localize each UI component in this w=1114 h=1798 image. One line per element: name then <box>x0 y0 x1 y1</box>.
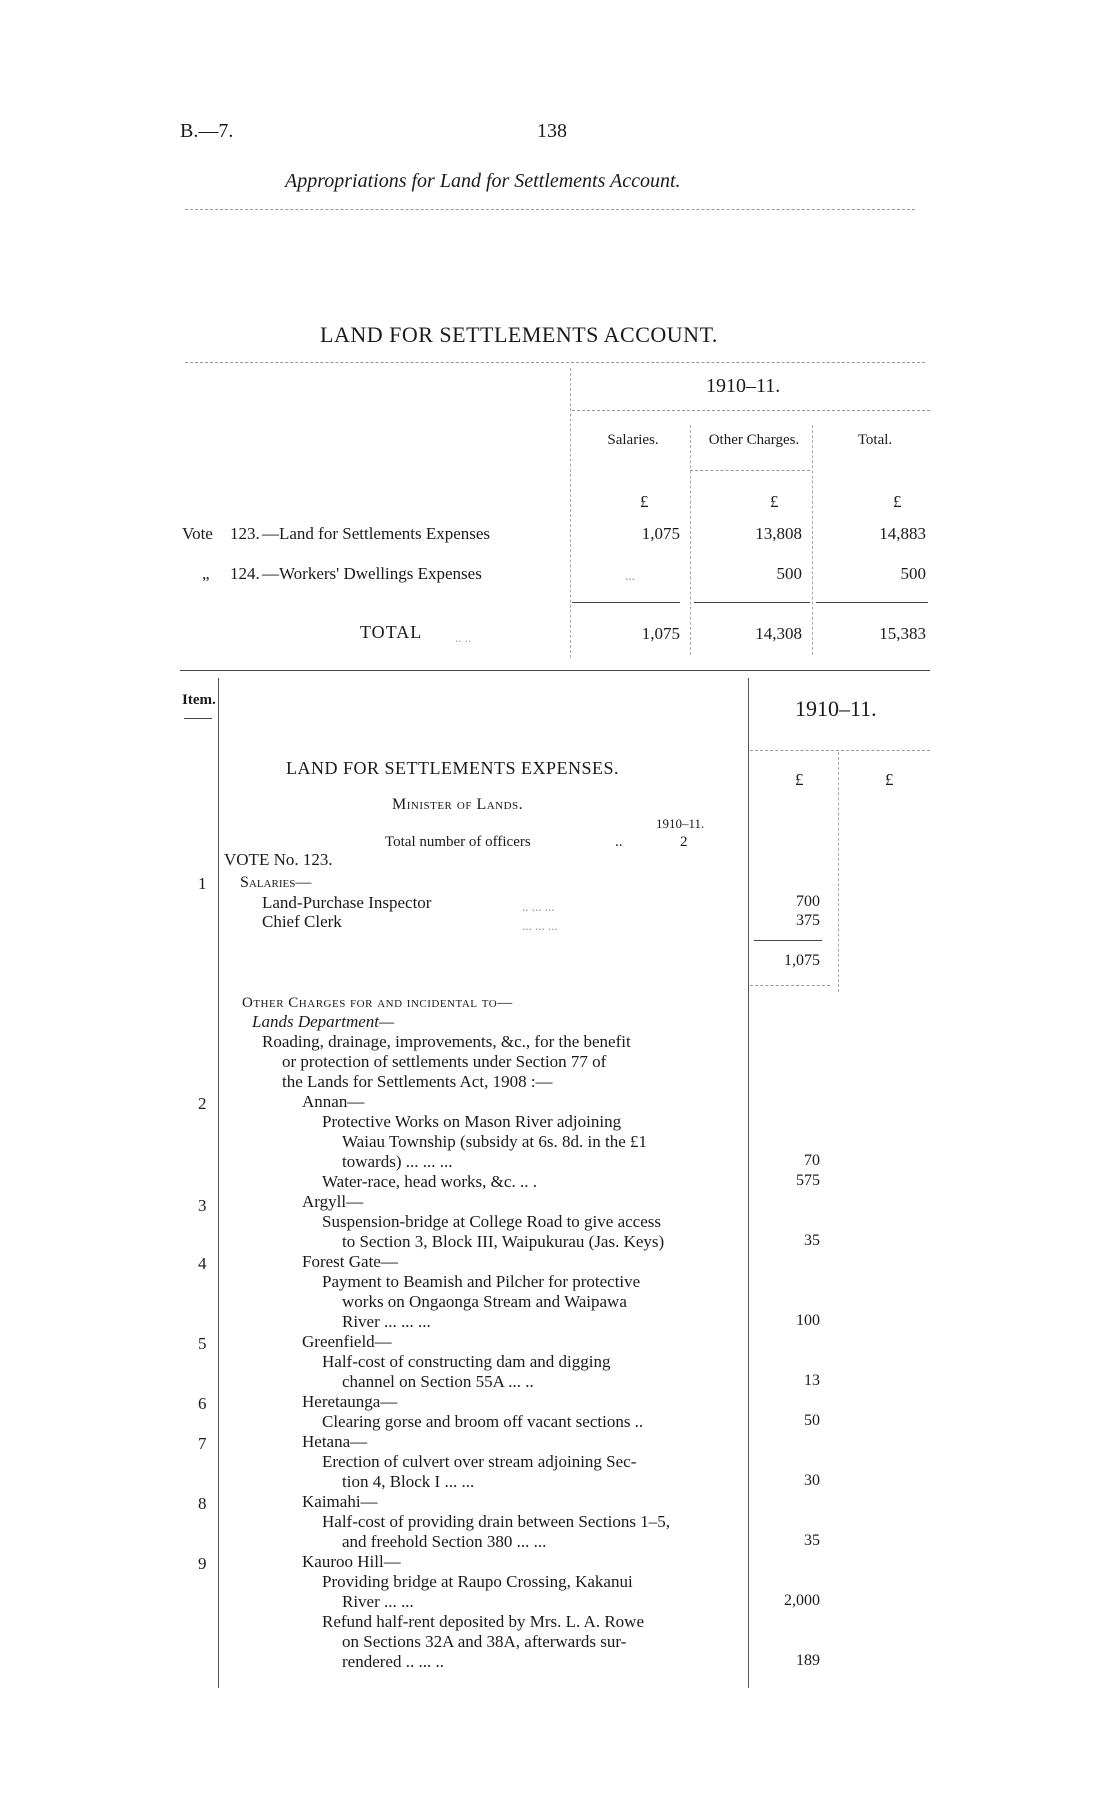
lands-department-heading: Lands Department— <box>252 1012 395 1031</box>
salaries-subtotal: 1,075 <box>784 952 820 969</box>
summary-divider <box>570 368 571 658</box>
entry-amount: 575 <box>796 1172 820 1189</box>
page-number: 138 <box>537 120 567 142</box>
place-name: Forest Gate— <box>302 1252 398 1271</box>
entry-line: Waiau Township (subsidy at 6s. 8d. in the £1 <box>342 1132 647 1151</box>
entry-line: Providing bridge at Raupo Crossing, Kakanui <box>322 1572 633 1591</box>
entry-line: channel on Section 55A ... .. <box>342 1372 534 1391</box>
entry-line: Half-cost of constructing dam and digging <box>322 1352 611 1371</box>
entry-amount: 50 <box>804 1412 820 1429</box>
entry-line: rendered .. ... .. <box>342 1652 444 1671</box>
item-number: 8 <box>198 1494 207 1513</box>
entry-line: River ... ... ... <box>342 1312 431 1331</box>
subtotal-rule <box>572 602 680 603</box>
item-column-divider <box>218 678 219 1688</box>
entry-line: and freehold Section 380 ... ... <box>342 1532 547 1551</box>
vote-heading: VOTE No. 123. <box>224 850 333 869</box>
place-name: Kaimahi— <box>302 1492 378 1511</box>
total-total: 15,383 <box>879 624 926 643</box>
header-rule <box>185 209 915 210</box>
row-other: 500 <box>776 564 802 583</box>
item-number: 1 <box>198 874 207 893</box>
officers-count: 2 <box>680 834 688 850</box>
item-number: 9 <box>198 1554 207 1573</box>
place-name: Greenfield— <box>302 1332 392 1351</box>
row-vote-number: 123. <box>230 524 260 543</box>
total-dots: .. .. <box>455 630 472 645</box>
col-other-header: Other Charges. <box>708 432 800 448</box>
salary-amount: 375 <box>796 912 820 929</box>
entry-line: Protective Works on Mason River adjoining <box>322 1112 622 1131</box>
other-charges-heading: Other Charges for and incidental to— <box>242 995 513 1011</box>
row-prefix: Vote <box>182 524 213 543</box>
minister-heading: Minister of Lands. <box>392 796 524 813</box>
entry-amount: 35 <box>804 1532 820 1549</box>
entry-line: Clearing gorse and broom off vacant sections .. <box>322 1412 644 1431</box>
salaries-heading: Salaries— <box>240 874 312 891</box>
currency-salaries: £ <box>640 492 649 511</box>
entry-line: Refund half-rent deposited by Mrs. L. A. Rowe <box>322 1612 644 1631</box>
entry-line: on Sections 32A and 38A, afterwards sur- <box>342 1632 627 1651</box>
section-title: LAND FOR SETTLEMENTS EXPENSES. <box>286 758 620 778</box>
row-prefix: „ <box>202 564 210 583</box>
entry-line: Suspension-bridge at College Road to give access <box>322 1212 661 1231</box>
entry-line: River ... ... <box>342 1592 414 1611</box>
col-total-header: Total. <box>857 432 893 448</box>
item-number: 2 <box>198 1094 207 1113</box>
detail-year: 1910–11. <box>795 696 877 721</box>
col-salaries-header: Salaries. <box>607 432 659 448</box>
place-name: Heretaunga— <box>302 1392 398 1411</box>
summary-year: 1910–11. <box>706 375 781 397</box>
intro-line: or protection of settlements under Section 77 of <box>282 1052 607 1071</box>
entry-line: to Section 3, Block III, Waipukurau (Jas. Keys) <box>342 1232 665 1251</box>
entry-line: towards) ... ... ... <box>342 1152 453 1171</box>
row-description: —Land for Settlements Expenses <box>262 524 491 543</box>
detail-currency-1: £ <box>795 770 804 789</box>
place-name: Hetana— <box>302 1432 368 1451</box>
total-salaries: 1,075 <box>641 624 680 643</box>
item-number: 7 <box>198 1434 207 1453</box>
salary-dots: .. ... ... <box>522 899 555 914</box>
entry-line: tion 4, Block I ... ... <box>342 1472 475 1491</box>
officers-label: Total number of officers <box>385 834 531 850</box>
officers-dots: .. <box>615 834 623 850</box>
salaries-subtotal-bottom-rule <box>750 985 830 986</box>
row-total: 14,883 <box>879 524 926 543</box>
summary-title: LAND FOR SETTLEMENTS ACCOUNT. <box>320 322 718 347</box>
total-label: TOTAL <box>360 622 423 642</box>
salaries-subtotal-rule <box>754 940 822 941</box>
place-name: Kauroo Hill— <box>302 1552 401 1571</box>
detail-year-rule <box>750 750 930 751</box>
col-header-rule <box>690 470 810 471</box>
item-number: 6 <box>198 1394 207 1413</box>
entry-line: Erection of culvert over stream adjoining Sec- <box>322 1452 637 1471</box>
summary-bottom-rule <box>180 670 930 671</box>
entry-line: works on Ongaonga Stream and Waipawa <box>342 1292 627 1311</box>
entry-line: Water-race, head works, &c. .. . <box>322 1172 537 1191</box>
entry-amount: 2,000 <box>784 1592 820 1609</box>
amount-subdivider <box>838 752 839 992</box>
summary-year-rule <box>572 410 930 411</box>
row-vote-number: 124. <box>230 564 260 583</box>
salary-amount: 700 <box>796 893 820 910</box>
col-divider-2 <box>812 425 813 655</box>
entry-amount: 13 <box>804 1372 820 1389</box>
entry-line: Half-cost of providing drain between Sections 1–5, <box>322 1512 670 1531</box>
row-total: 500 <box>900 564 926 583</box>
salary-label: Land-Purchase Inspector <box>262 893 432 912</box>
entry-amount: 70 <box>804 1152 820 1169</box>
entry-amount: 189 <box>796 1652 820 1669</box>
entry-amount: 100 <box>796 1312 820 1329</box>
row-salaries: ... <box>625 568 635 583</box>
place-name: Argyll— <box>302 1192 364 1211</box>
currency-total: £ <box>893 492 902 511</box>
officers-year: 1910–11. <box>656 816 705 831</box>
currency-other: £ <box>770 492 779 511</box>
entry-line: Payment to Beamish and Pilcher for protective <box>322 1272 641 1291</box>
item-number: 4 <box>198 1254 207 1273</box>
entry-amount: 30 <box>804 1472 820 1489</box>
item-number: 5 <box>198 1334 207 1353</box>
running-title: Appropriations for Land for Settlements Account. <box>285 170 681 192</box>
place-name: Annan— <box>302 1092 365 1111</box>
subtotal-rule <box>694 602 810 603</box>
document-code: B.—7. <box>180 120 234 142</box>
summary-top-rule <box>185 362 925 363</box>
item-header-rule <box>184 718 212 719</box>
intro-line: Roading, drainage, improvements, &c., for the benefit <box>262 1032 631 1051</box>
salary-dots: ... ... ... <box>522 918 558 933</box>
entry-amount: 35 <box>804 1232 820 1249</box>
detail-currency-2: £ <box>885 770 894 789</box>
total-other: 14,308 <box>755 624 802 643</box>
row-other: 13,808 <box>755 524 802 543</box>
item-number: 3 <box>198 1196 207 1215</box>
col-divider-1 <box>690 425 691 655</box>
row-salaries: 1,075 <box>641 524 680 543</box>
salary-label: Chief Clerk <box>262 912 342 931</box>
subtotal-rule <box>816 602 928 603</box>
row-description: —Workers' Dwellings Expenses <box>262 564 482 583</box>
item-column-header: Item. <box>182 692 216 708</box>
intro-line: the Lands for Settlements Act, 1908 :— <box>282 1072 553 1091</box>
